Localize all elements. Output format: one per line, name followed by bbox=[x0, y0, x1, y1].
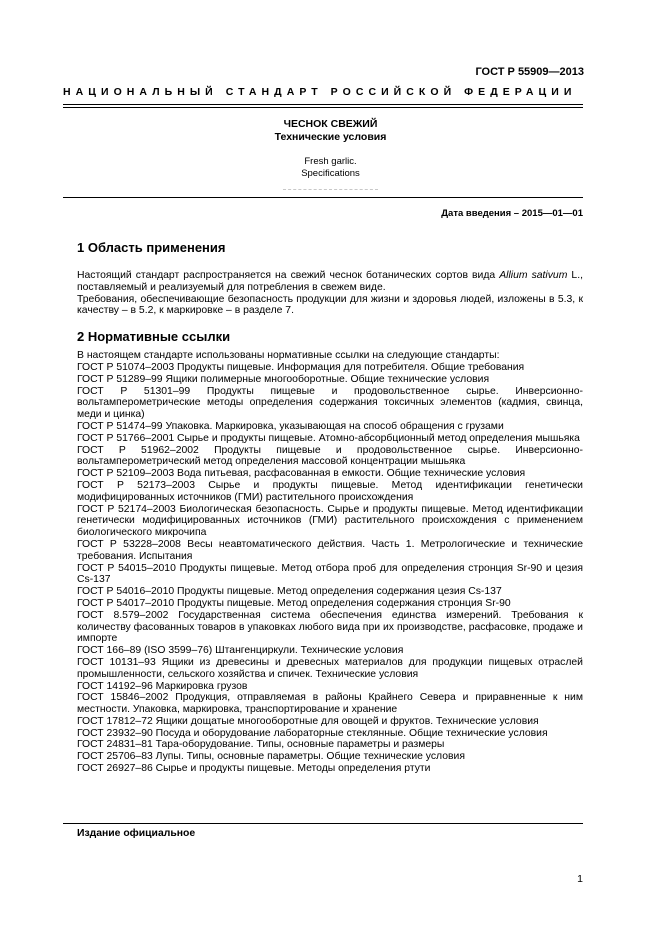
reference-item: ГОСТ 23932–90 Посуда и оборудование лабораторные стеклянные. Общие технические условия bbox=[77, 727, 548, 739]
section-2-heading: 2 Нормативные ссылки bbox=[77, 329, 231, 345]
title-russian bbox=[0, 118, 661, 144]
s1p1-text-b: L., поставляемый и реализуемый для потребления в свежем виде. bbox=[77, 270, 583, 293]
normative-references-list bbox=[77, 362, 583, 775]
reference-item: ГОСТ Р 54017–2010 Продукты пищевые. Метод определения содержания стронция Sr-90 bbox=[77, 597, 511, 609]
reference-item: ГОСТ 14192–96 Маркировка грузов bbox=[77, 680, 248, 692]
reference-item: ГОСТ Р 51074–2003 Продукты пищевые. Информация для потребителя. Общие требования bbox=[77, 361, 525, 373]
reference-item: ГОСТ 24831–81 Тара-оборудование. Типы, основные параметры и размеры bbox=[77, 739, 445, 751]
page-number: 1 bbox=[577, 873, 583, 885]
reference-item: ГОСТ Р 51289–99 Ящики полимерные многооборотные. Общие технические условия bbox=[77, 373, 490, 385]
reference-item: ГОСТ Р 51766–2001 Сырье и продукты пищевые. Атомно-абсорбционный метод определения мышьяка bbox=[77, 432, 580, 444]
title-ru-line1: ЧЕСНОК СВЕЖИЙ bbox=[283, 118, 378, 130]
reference-item: ГОСТ 17812–72 Ящики дощатые многооборотные для овощей и фруктов. Технические условия bbox=[77, 715, 539, 727]
footer-rule bbox=[63, 823, 583, 824]
introduction-date: Дата введения – 2015—01—01 bbox=[441, 208, 583, 219]
reference-item: ГОСТ Р 51962–2002 Продукты пищевые и продовольственное сырье. Инверсионно-вольтамперометрический метод определения массовой концентрации мышьяка bbox=[77, 444, 583, 468]
title-separator bbox=[283, 189, 378, 190]
reference-item: ГОСТ 25706–83 Лупы. Типы, основные параметры. Общие технические условия bbox=[77, 751, 465, 763]
section-2-intro: В настоящем стандарте использованы нормативные ссылки на следующие стандарты: bbox=[77, 350, 500, 362]
s1p1-species: Allium sativum bbox=[499, 270, 568, 281]
official-edition-label: Издание официальное bbox=[77, 828, 196, 839]
reference-item: ГОСТ Р 51301–99 Продукты пищевые и продовольственное сырье. Инверсионно-вольтамперометрические методы определения содержания токсичных элементов (кадмия, свинца, меди и цинка) bbox=[77, 385, 583, 421]
title-en-line2: Specifications bbox=[301, 167, 360, 179]
title-ru-line2: Технические условия bbox=[274, 131, 387, 143]
national-standard-title: НАЦИОНАЛЬНЫЙ СТАНДАРТ РОССИЙСКОЙ ФЕДЕРАЦИИ bbox=[63, 86, 577, 98]
section-1-heading: 1 Область применения bbox=[77, 240, 226, 255]
reference-item: ГОСТ Р 54016–2010 Продукты пищевые. Метод определения содержания цезия Cs-137 bbox=[77, 586, 502, 598]
header-rule-thin bbox=[63, 107, 583, 108]
reference-item: ГОСТ Р 53228–2008 Весы неавтоматического действия. Часть 1. Метрологические и технические требования. Испытания bbox=[77, 538, 583, 562]
reference-item: ГОСТ 166–89 (ISO 3599–76) Штангенциркули. Технические условия bbox=[77, 645, 404, 657]
section-1-paragraph-2: Требования, обеспечивающие безопасность продукции для жизни и здоровья людей, изложены в 5.3, к качеству – в 5.2, к маркировке – в разделе 7. bbox=[77, 293, 583, 317]
reference-item: ГОСТ 8.579–2002 Государственная система обеспечения единства измерений. Требования к количеству фасованных товаров в упаковках любого вида при их производстве, расфасовке, продаже и импорте bbox=[77, 609, 583, 645]
title-rule bbox=[63, 197, 583, 198]
section-1-paragraph-1 bbox=[77, 270, 583, 294]
title-english bbox=[0, 156, 661, 179]
reference-item: ГОСТ 26927–86 Сырье и продукты пищевые. Методы определения ртути bbox=[77, 763, 431, 775]
document-body bbox=[77, 240, 583, 775]
header-rule bbox=[63, 104, 583, 105]
reference-item: ГОСТ Р 54015–2010 Продукты пищевые. Метод отбора проб для определения стронция Sr-90 и цезия Cs-137 bbox=[77, 562, 583, 586]
reference-item: ГОСТ 10131–93 Ящики из древесины и древесных материалов для продукции пищевых отраслей промышленности, сельского хозяйства и спичек. Технические условия bbox=[77, 656, 583, 680]
reference-item: ГОСТ Р 52109–2003 Вода питьевая, расфасованная в емкости. Общие технические условия bbox=[77, 468, 526, 480]
document-number: ГОСТ Р 55909—2013 bbox=[475, 66, 584, 78]
reference-item: ГОСТ Р 52174–2003 Биологическая безопасность. Сырье и продукты пищевые. Метод идентификации генетически модифицированных источников (ГМИ) растительного происхождения с применением биологического микрочипа bbox=[77, 503, 583, 539]
reference-item: ГОСТ Р 52173–2003 Сырье и продукты пищевые. Метод идентификации генетически модифицированных источников (ГМИ) растительного происхождения bbox=[77, 479, 583, 503]
s1p1-text-a: Настоящий стандарт распространяется на свежий чеснок ботанических сортов вида bbox=[77, 270, 500, 281]
reference-item: ГОСТ Р 51474–99 Упаковка. Маркировка, указывающая на способ обращения с грузами bbox=[77, 420, 504, 432]
title-en-line1: Fresh garlic. bbox=[304, 156, 357, 167]
reference-item: ГОСТ 15846–2002 Продукция, отправляемая в районы Крайнего Севера и приравненные к ним местности. Упаковка, маркировка, транспортирование и хранение bbox=[77, 692, 583, 716]
